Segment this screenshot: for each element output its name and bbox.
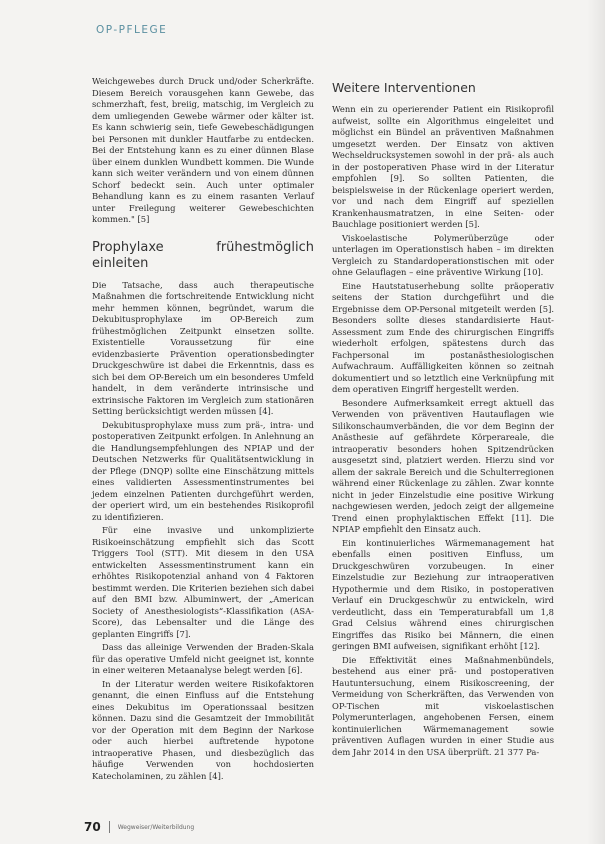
body-paragraph: Die Effektivität eines Maßnahmenbündels, bestehend aus einer prä- und postoperativen Hautuntersuchung, einem Risikoscreening, der Vermeidung von Scherkräften, das Verwenden von OP-Tischen mit viskoelastischen Polymerunterlagen, angehobenen Fersen, einem kontinuierlichen Wärmemanagement sowie präventiven Auflagen wurden in einer Studie aus dem Jahr 2014 in den USA überprüft. 21 377 Pa-: [332, 654, 554, 757]
body-paragraph: Besondere Aufmerksamkeit erregt aktuell das Verwenden von präventiven Hautauflagen wie Silikonschaumverbänden, die vor dem Beginn der Anästhesie auf gefährdete Körperareale, die intraoperativ besonders hohen Spitzendrücken ausgesetzt sind, platziert werden. Hierzu sind vor allem der sakrale Bereich und die Schulterregionen während einer Rückenlage zu zählen. Zwar konnte nicht in jeder Einzelstudie eine positive Wirkung nachgewiesen werden, jedoch zeigt der allgemeine Trend einen prophylaktischen Effekt [11]. Die NPIAP empfiehlt den Einsatz auch.: [332, 397, 554, 534]
body-paragraph: Viskoelastische Polymerüberzüge oder unterlagen im Operationstisch haben – im direkten Vergleich zu Standardoperationstischen mit oder ohne Gelauflagen – eine präventive Wirkung [10].: [332, 232, 554, 277]
body-paragraph: Ein kontinuierliches Wärmemanagement hat ebenfalls einen positiven Einfluss, um Druckgeschwüren vorzubeugen. In einer Einzelstudie zur Beziehung zur intraoperativen Hypothermie und dem Risiko, in postoperativen Verlauf ein Druckgeschwür zu entwickeln, wird verdeutlicht, dass ein Temperaturabfall um 1,8 Grad Celsius während eines chirurgischen Eingriffes das Risiko bei Männern, die einen geringen BMI aufweisen, signifikant erhöht [12].: [332, 537, 554, 651]
left-column: [92, 76, 314, 784]
section-heading-weitere: Weitere Interventionen: [332, 80, 476, 95]
intro-paragraph: Weichgewebes durch Druck und/oder Scherkräfte. Diesem Bereich vorausgehen kann Gewebe, das schmerzhaft, fest, breiig, matschig, im Vergleich zu dem umliegenden Gewebe wärmer oder kälter ist. Es kann schwierig sein, tiefe Gewebeschädigungen bei Personen mit dunkler Hautfarbe zu entdecken. Bei der Entstehung kann es zu einer dünnen Blase über einem dunklen Wundbett kommen. Die Wunde kann sich weiter verändern und von einem dünnen Schorf bedeckt sein. Auch unter optimaler Behandlung kann es zu einem rasanten Verlauf unter Freilegung weiterer Gewebeschichten kommen." [5]: [92, 76, 314, 224]
body-paragraph: Dass das alleinige Verwenden der Braden-Skala für das operative Umfeld nicht geeignet ist, konnte in einer weiteren Metaanalyse belegt werden [6].: [92, 642, 314, 675]
body-paragraph: In der Literatur werden weitere Risikofaktoren genannt, die einen Einfluss auf die Entstehung eines Dekubitus im Operationssaal besitzen können. Dazu sind die Gesamtzeit der Immobilität vor der Operation mit dem Beginn der Narkose oder auch hierbei auftretende hypotone intraoperative Phasen, und diesbezüglich das häufige Verwenden von hochdosierten Katecholaminen, zu zählen [4].: [92, 678, 314, 781]
page-footer: [84, 820, 194, 834]
body-paragraph: Wenn ein zu operierender Patient ein Risikoprofil aufweist, sollte ein Algorithmus eingeleitet und möglichst ein Bündel an präventiven Maßnahmen umgesetzt werden. Der Einsatz von aktiven Wechseldrucksystemen sowohl in der prä- als auch in der postoperativen Phase wird in der Literatur empfohlen [9]. So sollten Patienten, die beispielsweise in der Rückenlage operiert werden, vor und nach dem Eingriff auf speziellen Krankenhausmatratzen, in eine Seiten- oder Bauchlage positioniert werden [5].: [332, 104, 554, 229]
body-paragraph: Die Tatsache, dass auch therapeutische Maßnahmen die fortschreitende Entwicklung nicht mehr hemmen können, begründet, warum die Dekubitusprophylaxe im OP-Bereich zum frühestmöglichen Zeitpunkt einsetzen sollte. Existentielle Voraussetzung für eine evidenzbasierte Prävention operationsbedingter Druckgeschwüre ist dabei die Erkenntnis, dass es sich bei dem OP-Bereich um ein besonderes Umfeld handelt, in dem veränderte intrinsische und extrinsische Faktoren im Vergleich zum stationären Setting berücksichtigt werden müssen [4].: [92, 279, 314, 416]
journal-name: Wegweiser/Weiterbildung: [117, 823, 195, 831]
right-column: [332, 76, 554, 760]
body-paragraph: Für eine invasive und unkomplizierte Risikoeinschätzung empfiehlt sich das Scott Triggers Tool (STT). Mit diesem in den USA entwickelten Assessmentinstrument kann ein erhöhtes Risikopotenzial anhand von 4 Faktoren bestimmt werden. Die Kriterien beziehen sich dabei auf den BMI bzw. Albuminwert, der „American Society of Anesthesiologists“-Klassifikation (ASA-Score), das Lebensalter und die Länge des geplanten Eingriffs [7].: [92, 525, 314, 639]
body-paragraph: Eine Hautstatuserhebung sollte präoperativ seitens der Station durchgeführt und die Ergebnisse dem OP-Personal mitgeteilt werden [5]. Besonders sollte dieses standardisierte Haut-Assessment zum Ende des chirurgischen Eingriffs wiederholt erfolgen, spätestens durch das Fachpersonal im postanästhesiologischen Aufwachraum. Auffälligkeiten können so zeitnah dokumentiert und so letztlich eine Verknüpfung mit dem operativen Eingriff hergestellt werden.: [332, 280, 554, 394]
page-number: 70: [84, 820, 101, 834]
scan-edge-shadow: [587, 0, 605, 844]
footer-divider: [109, 821, 110, 833]
section-heading-prophylaxe: Prophylaxe frühestmöglich einleiten: [92, 239, 314, 271]
section-label: OP-PFLEGE: [96, 24, 168, 36]
body-paragraph: Dekubitusprophylaxe muss zum prä-, intra- und postoperativen Zeitpunkt erfolgen. In Anlehnung an die Handlungsempfehlungen des NPIAP und der Deutschen Netzwerks für Qualitätsentwicklung in der Pflege (DNQP) sollte eine Einschätzung mittels eines validierten Assessmentinstrumentes bei jedem einzelnen Patienten durchgeführt werden, der operiert wird, um ein bestehendes Risikoprofil zu identifizieren.: [92, 419, 314, 522]
